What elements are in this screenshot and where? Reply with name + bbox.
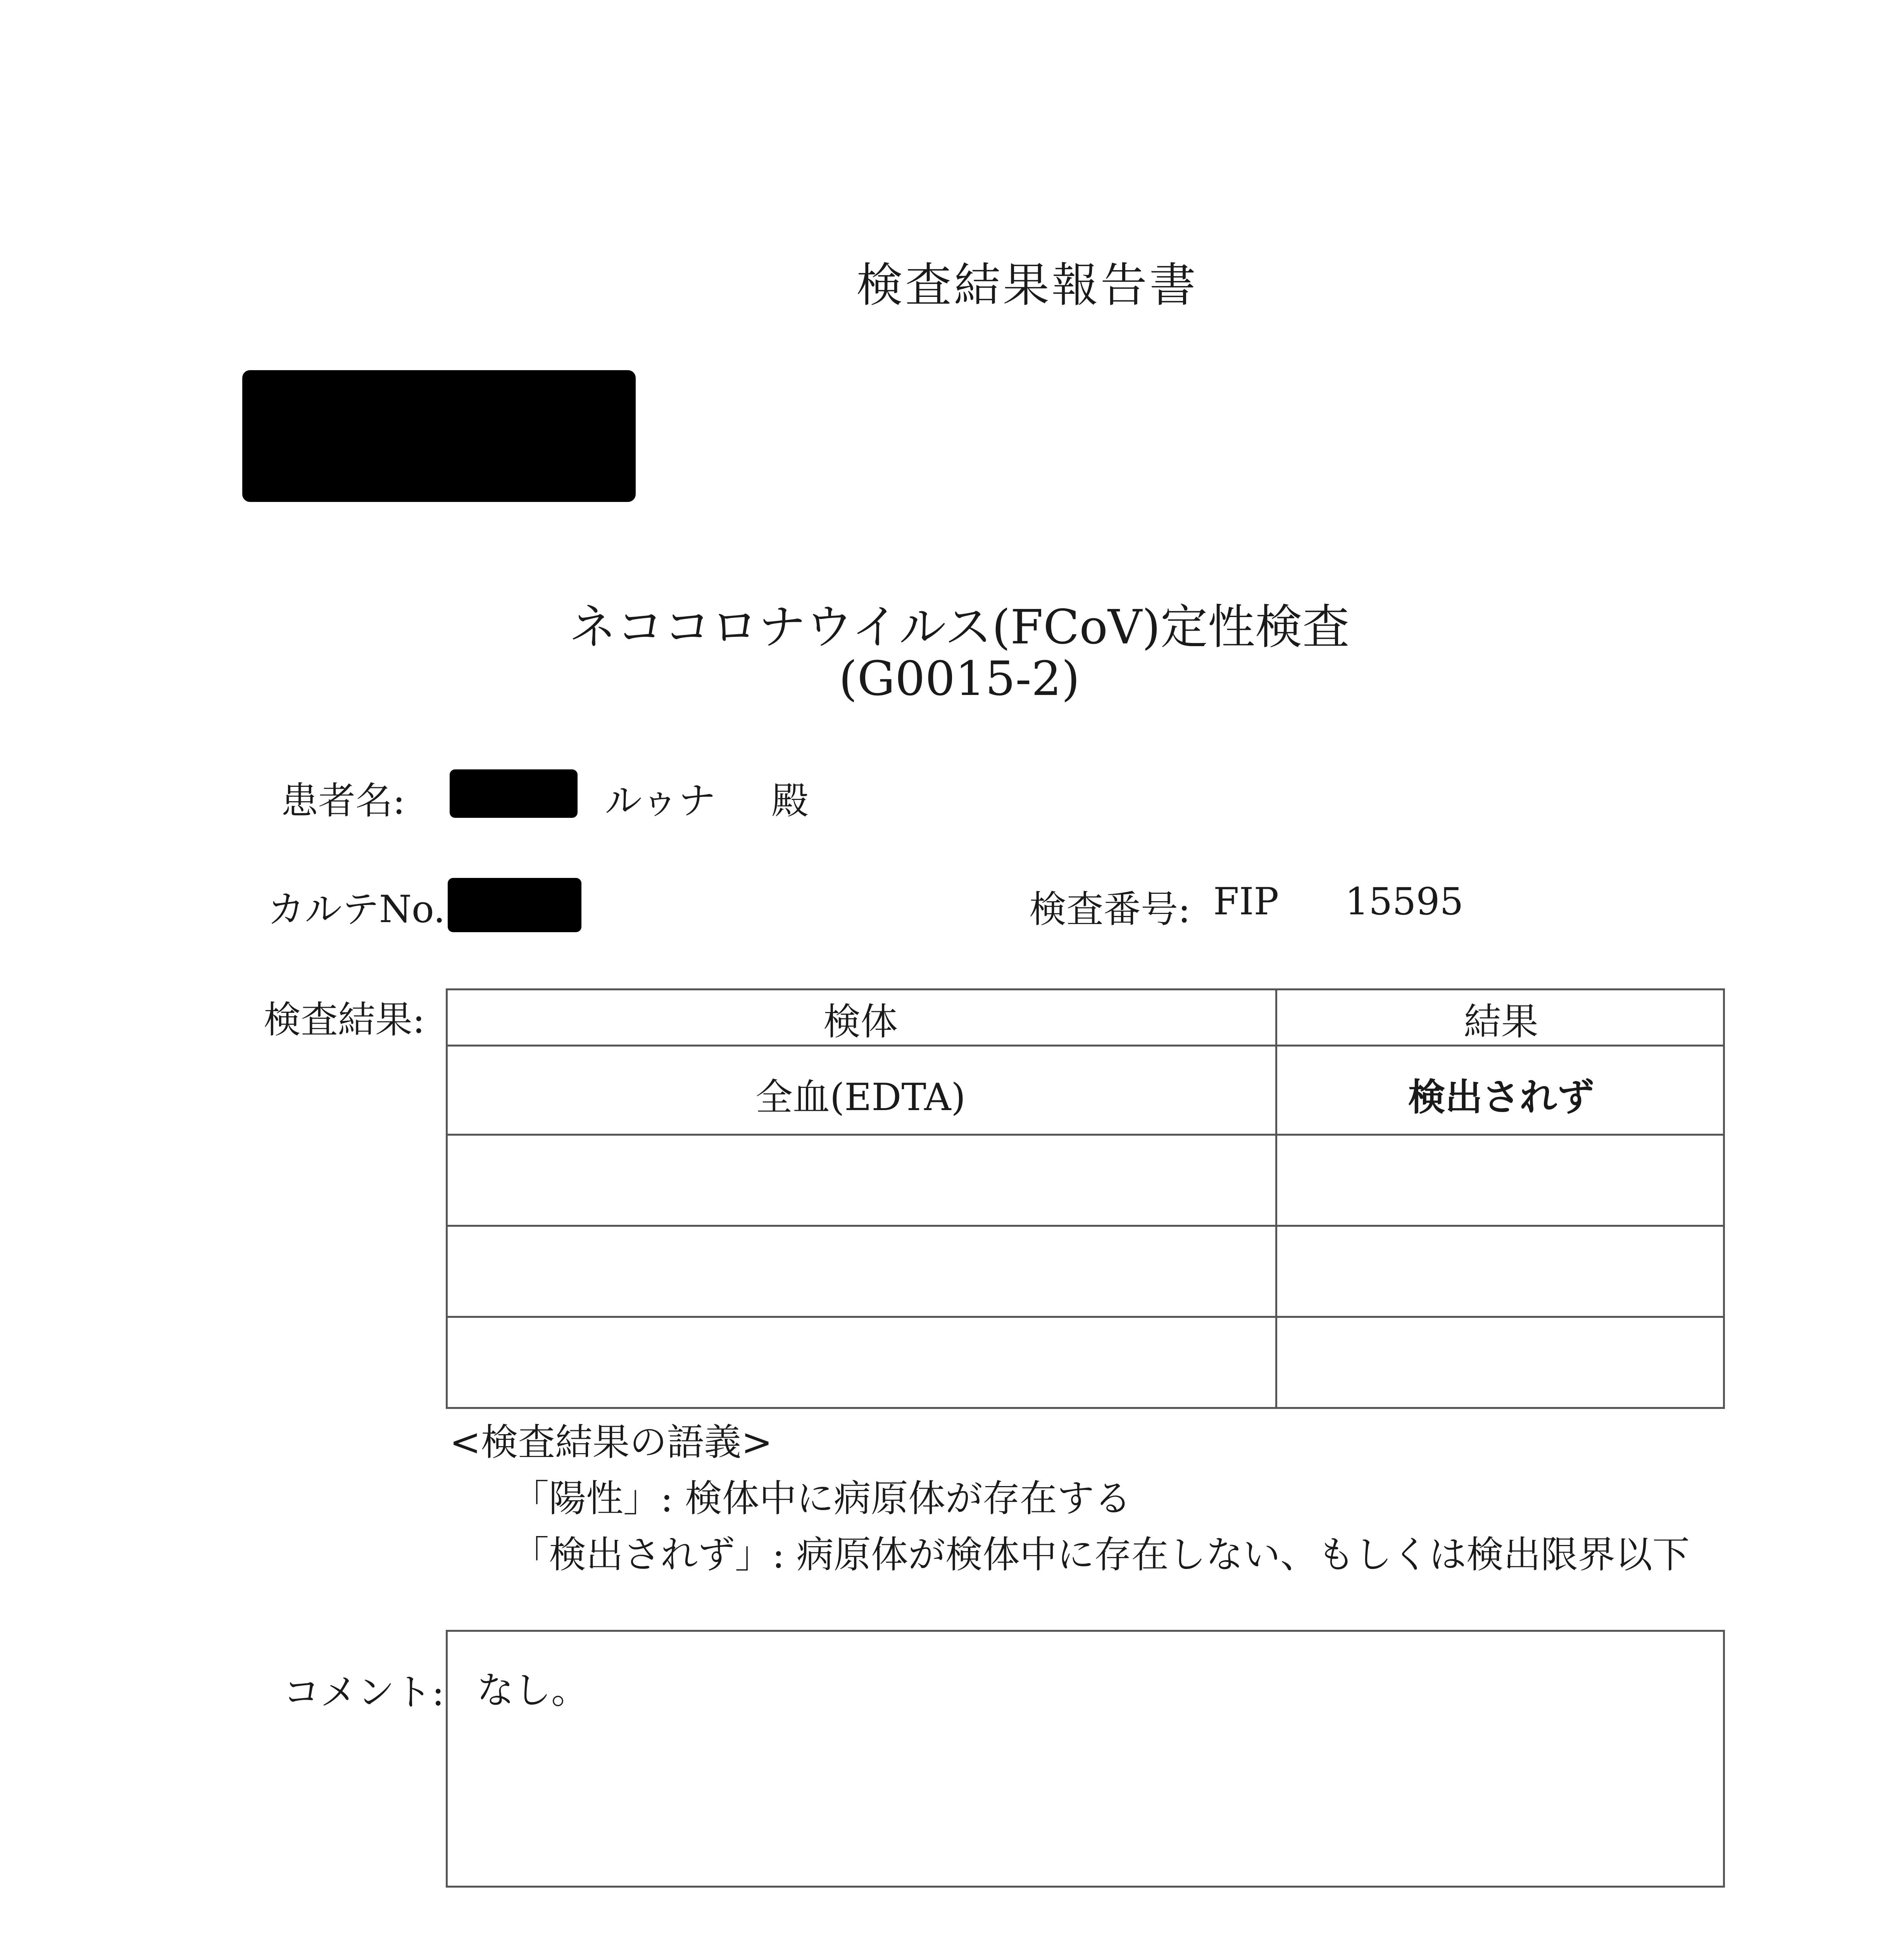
redacted-block — [242, 370, 636, 502]
results-header-specimen: 検体 — [823, 1000, 898, 1043]
glossary-heading: <検査結果の語義> — [450, 1421, 773, 1464]
comment-box — [446, 1630, 1725, 1888]
glossary-line-positive: 「陽性」: 検体中に病原体が存在する — [512, 1477, 1131, 1520]
test-name: ネココロナウイルス(FCoV)定性検査 — [569, 600, 1350, 655]
chart-number-label: カルテNo. — [267, 888, 445, 931]
results-row-1-result: 検出されず — [1408, 1076, 1594, 1119]
results-row-rule — [446, 1225, 1725, 1227]
patient-honorific: 殿 — [771, 779, 809, 822]
results-row-rule — [446, 1316, 1725, 1318]
patient-name: ルゥナ — [605, 779, 716, 822]
comment-text: なし。 — [477, 1669, 588, 1712]
test-code: (G0015-2) — [839, 651, 1080, 706]
chart-number-redaction — [448, 878, 581, 932]
patient-label: 患者名: — [281, 779, 405, 822]
exam-number-label: 検査番号: — [1029, 888, 1191, 931]
exam-prefix: FIP — [1213, 880, 1279, 923]
results-label: 検査結果: — [264, 998, 425, 1041]
document-title: 検査結果報告書 — [856, 259, 1198, 312]
results-header-result: 結果 — [1464, 1000, 1538, 1043]
results-row-rule — [446, 1134, 1725, 1136]
results-table — [446, 988, 1725, 1409]
comment-label: コメント: — [283, 1671, 445, 1714]
patient-redaction — [450, 769, 578, 818]
results-table-divider — [1275, 988, 1277, 1409]
exam-number: 15595 — [1345, 880, 1464, 923]
glossary-line-not-detected: 「検出されず」: 病原体が検体中に存在しない、もしくは検出限界以下 — [512, 1533, 1690, 1576]
results-row-1-specimen: 全血(EDTA) — [755, 1076, 966, 1119]
